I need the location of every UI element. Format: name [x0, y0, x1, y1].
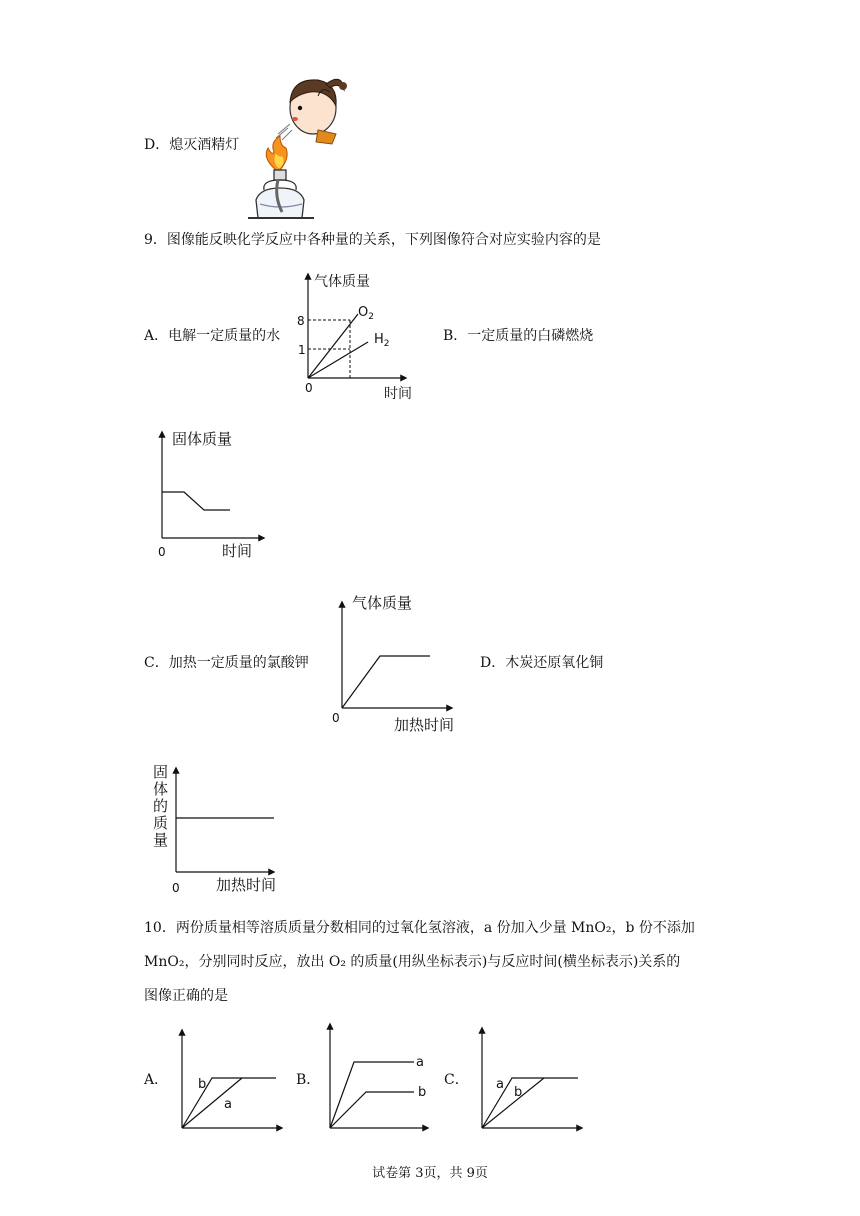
alcohol-lamp-icon — [248, 170, 314, 218]
q10b-series-a — [330, 1062, 414, 1128]
q10b-series-b — [330, 1092, 414, 1128]
q9a-chart — [296, 268, 426, 408]
q9-option-a: A．电解一定质量的水 — [144, 328, 281, 344]
q9a-label-h2: $H_2$ — [374, 332, 390, 349]
q9-option-b: B．一定质量的白磷燃烧 — [443, 328, 594, 344]
q10-stem-line3: 图像正确的是 — [144, 988, 228, 1004]
blowing-out-alcohol-lamp-illustration — [240, 72, 350, 220]
q10a-label-a: a — [224, 1097, 232, 1112]
q10c-series-b — [482, 1078, 544, 1128]
q9c-xlabel: 加热时间 — [394, 716, 455, 734]
q9a-label-o2: $O_2$ — [358, 305, 374, 322]
q10-stem-line2: MnO₂，分别同时反应，放出 O₂ 的质量(用纵坐标表示)与反应时间(横坐标表示)关系的 — [144, 954, 681, 970]
q9a-ylabel: 气体质量 — [314, 274, 370, 290]
q10b-label-a: a — [416, 1055, 424, 1070]
q10a-series-a — [182, 1078, 242, 1128]
q10c-label-a: a — [496, 1077, 504, 1092]
page-footer: 试卷第 3页，共 9页 — [372, 1166, 488, 1181]
q9d-ylabel: 固体的质量 — [151, 764, 169, 849]
q9d-origin: 0 — [172, 881, 180, 895]
q10-option-a: A． — [144, 1072, 169, 1088]
q9a-ytick-1: 1 — [298, 343, 306, 357]
q9c-chart — [330, 590, 470, 740]
q10c-label-b: b — [514, 1085, 523, 1100]
q9a-series-h2 — [308, 342, 368, 378]
q9c-origin: 0 — [332, 711, 340, 725]
q10a-label-b: b — [198, 1077, 207, 1092]
q10c-chart — [472, 1022, 592, 1136]
q10b-label-b: b — [418, 1085, 427, 1100]
q10a-chart — [172, 1024, 292, 1136]
q9-option-d: D．木炭还原氧化铜 — [480, 655, 604, 671]
q10-option-c: C． — [444, 1072, 469, 1088]
q9b-ylabel: 固体质量 — [172, 430, 233, 448]
q9a-ytick-8: 8 — [297, 314, 305, 328]
flame-icon — [266, 136, 287, 170]
q9d-xlabel: 加热时间 — [216, 876, 277, 894]
q9b-xlabel: 时间 — [222, 542, 253, 560]
q9-option-c: C．加热一定质量的氯酸钾 — [144, 655, 309, 671]
q9-stem: 9．图像能反映化学反应中各种量的关系，下列图像符合对应实验内容的是 — [144, 232, 601, 248]
q10-option-b: B． — [296, 1072, 321, 1088]
q9a-origin: 0 — [305, 381, 313, 395]
q8-option-d: D．熄灭酒精灯 — [144, 137, 240, 153]
q9c-series — [342, 656, 430, 708]
q9d-chart — [150, 762, 290, 902]
q10b-chart — [318, 1018, 438, 1136]
q9c-ylabel: 气体质量 — [352, 594, 413, 612]
q9a-xlabel: 时间 — [384, 386, 412, 402]
girl-face-icon — [290, 79, 347, 144]
q9b-origin: 0 — [158, 545, 166, 559]
q9b-series — [162, 492, 230, 510]
q9b-chart — [150, 424, 280, 564]
q10-stem-line1: 10．两份质量相等溶质质量分数相同的过氧化氢溶液，a 份加入少量 MnO₂，b 份不添加 — [144, 920, 695, 936]
